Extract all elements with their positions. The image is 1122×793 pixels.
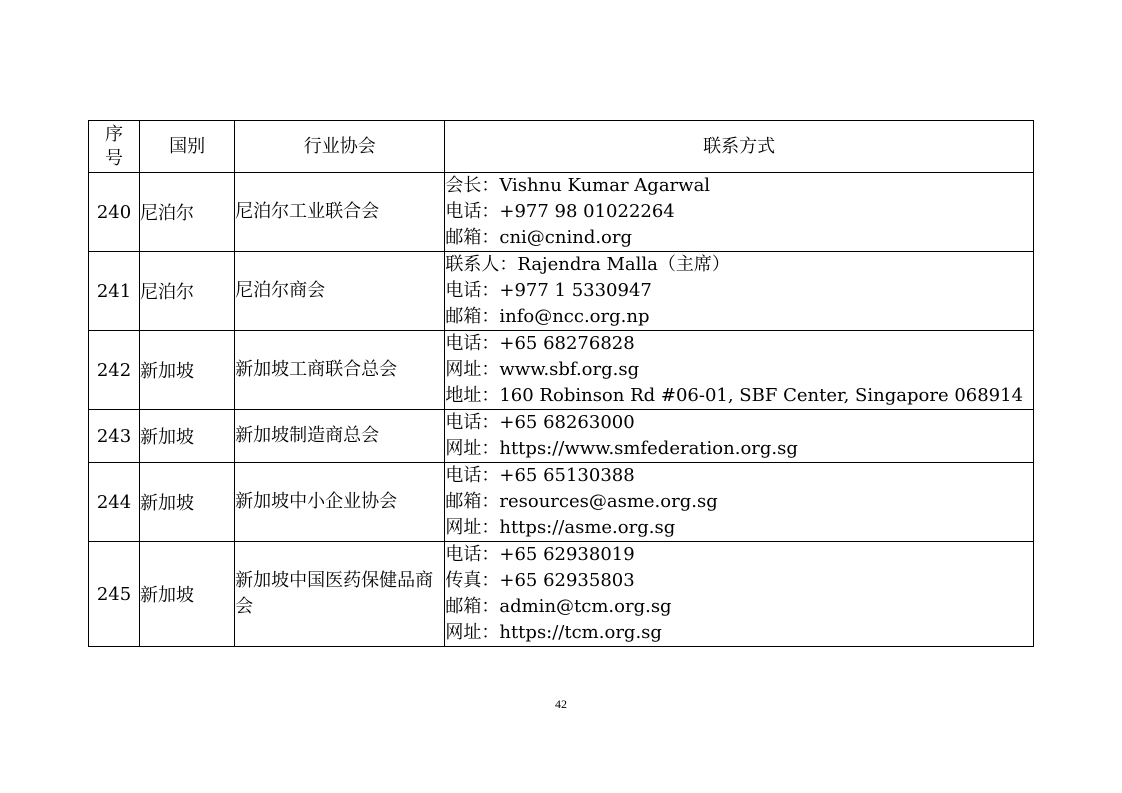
table-header-row — [89, 121, 1034, 173]
cell-country: 新加坡 — [140, 331, 235, 410]
table-row — [89, 410, 1034, 463]
cell-association: 尼泊尔商会 — [235, 252, 445, 331]
contact-line: 邮箱：cni@cnind.org — [445, 227, 633, 248]
contact-line: 电话：+65 62938019 — [445, 544, 635, 565]
header-serial-number — [89, 121, 140, 173]
cell-association: 新加坡中小企业协会 — [235, 463, 445, 542]
contact-line: 邮箱：info@ncc.org.np — [445, 306, 650, 327]
table-row — [89, 542, 1034, 647]
cell-serial-number: 240 — [89, 173, 140, 252]
table-row — [89, 463, 1034, 542]
cell-contact — [445, 542, 1034, 647]
contact-line: 地址：160 Robinson Rd #06-01, SBF Center, Singapore 068914 — [445, 385, 1024, 406]
contact-line: 联系人：Rajendra Malla（主席） — [445, 254, 730, 275]
cell-country: 新加坡 — [140, 463, 235, 542]
contact-line: 邮箱：resources@asme.org.sg — [445, 491, 718, 512]
cell-contact — [445, 173, 1034, 252]
contact-line: 传真：+65 62935803 — [445, 570, 635, 591]
contact-line: 电话：+977 98 01022264 — [445, 201, 675, 222]
cell-country: 新加坡 — [140, 410, 235, 463]
contact-line: 电话：+977 1 5330947 — [445, 280, 652, 301]
cell-association: 尼泊尔工业联合会 — [235, 173, 445, 252]
cell-serial-number: 243 — [89, 410, 140, 463]
cell-contact — [445, 410, 1034, 463]
table-row — [89, 173, 1034, 252]
cell-association: 新加坡工商联合总会 — [235, 331, 445, 410]
cell-serial-number: 245 — [89, 542, 140, 647]
header-serial-line1: 序 — [105, 123, 124, 145]
cell-country: 尼泊尔 — [140, 252, 235, 331]
association-table — [88, 120, 1034, 647]
contact-line: 会长：Vishnu Kumar Agarwal — [445, 175, 711, 196]
header-contact: 联系方式 — [445, 121, 1034, 173]
cell-association: 新加坡制造商总会 — [235, 410, 445, 463]
cell-country: 新加坡 — [140, 542, 235, 647]
contact-line: 网址：https://asme.org.sg — [445, 517, 676, 538]
cell-serial-number: 241 — [89, 252, 140, 331]
table-body — [89, 173, 1034, 647]
contact-line: 网址：www.sbf.org.sg — [445, 359, 640, 380]
cell-country: 尼泊尔 — [140, 173, 235, 252]
contact-line: 邮箱：admin@tcm.org.sg — [445, 596, 672, 617]
contact-line: 电话：+65 68263000 — [445, 412, 635, 433]
header-association: 行业协会 — [235, 121, 445, 173]
cell-contact — [445, 463, 1034, 542]
header-country: 国别 — [140, 121, 235, 173]
contact-line: 网址：https://tcm.org.sg — [445, 622, 662, 643]
page-number: 42 — [555, 697, 567, 711]
cell-contact — [445, 252, 1034, 331]
header-serial-line2: 号 — [105, 147, 124, 169]
contact-line: 电话：+65 65130388 — [445, 465, 635, 486]
contact-line: 网址：https://www.smfederation.org.sg — [445, 438, 798, 459]
cell-contact — [445, 331, 1034, 410]
table-row — [89, 331, 1034, 410]
cell-serial-number: 244 — [89, 463, 140, 542]
cell-serial-number: 242 — [89, 331, 140, 410]
contact-line: 电话：+65 68276828 — [445, 333, 635, 354]
cell-association: 新加坡中国医药保健品商会 — [235, 542, 445, 647]
table-row — [89, 252, 1034, 331]
